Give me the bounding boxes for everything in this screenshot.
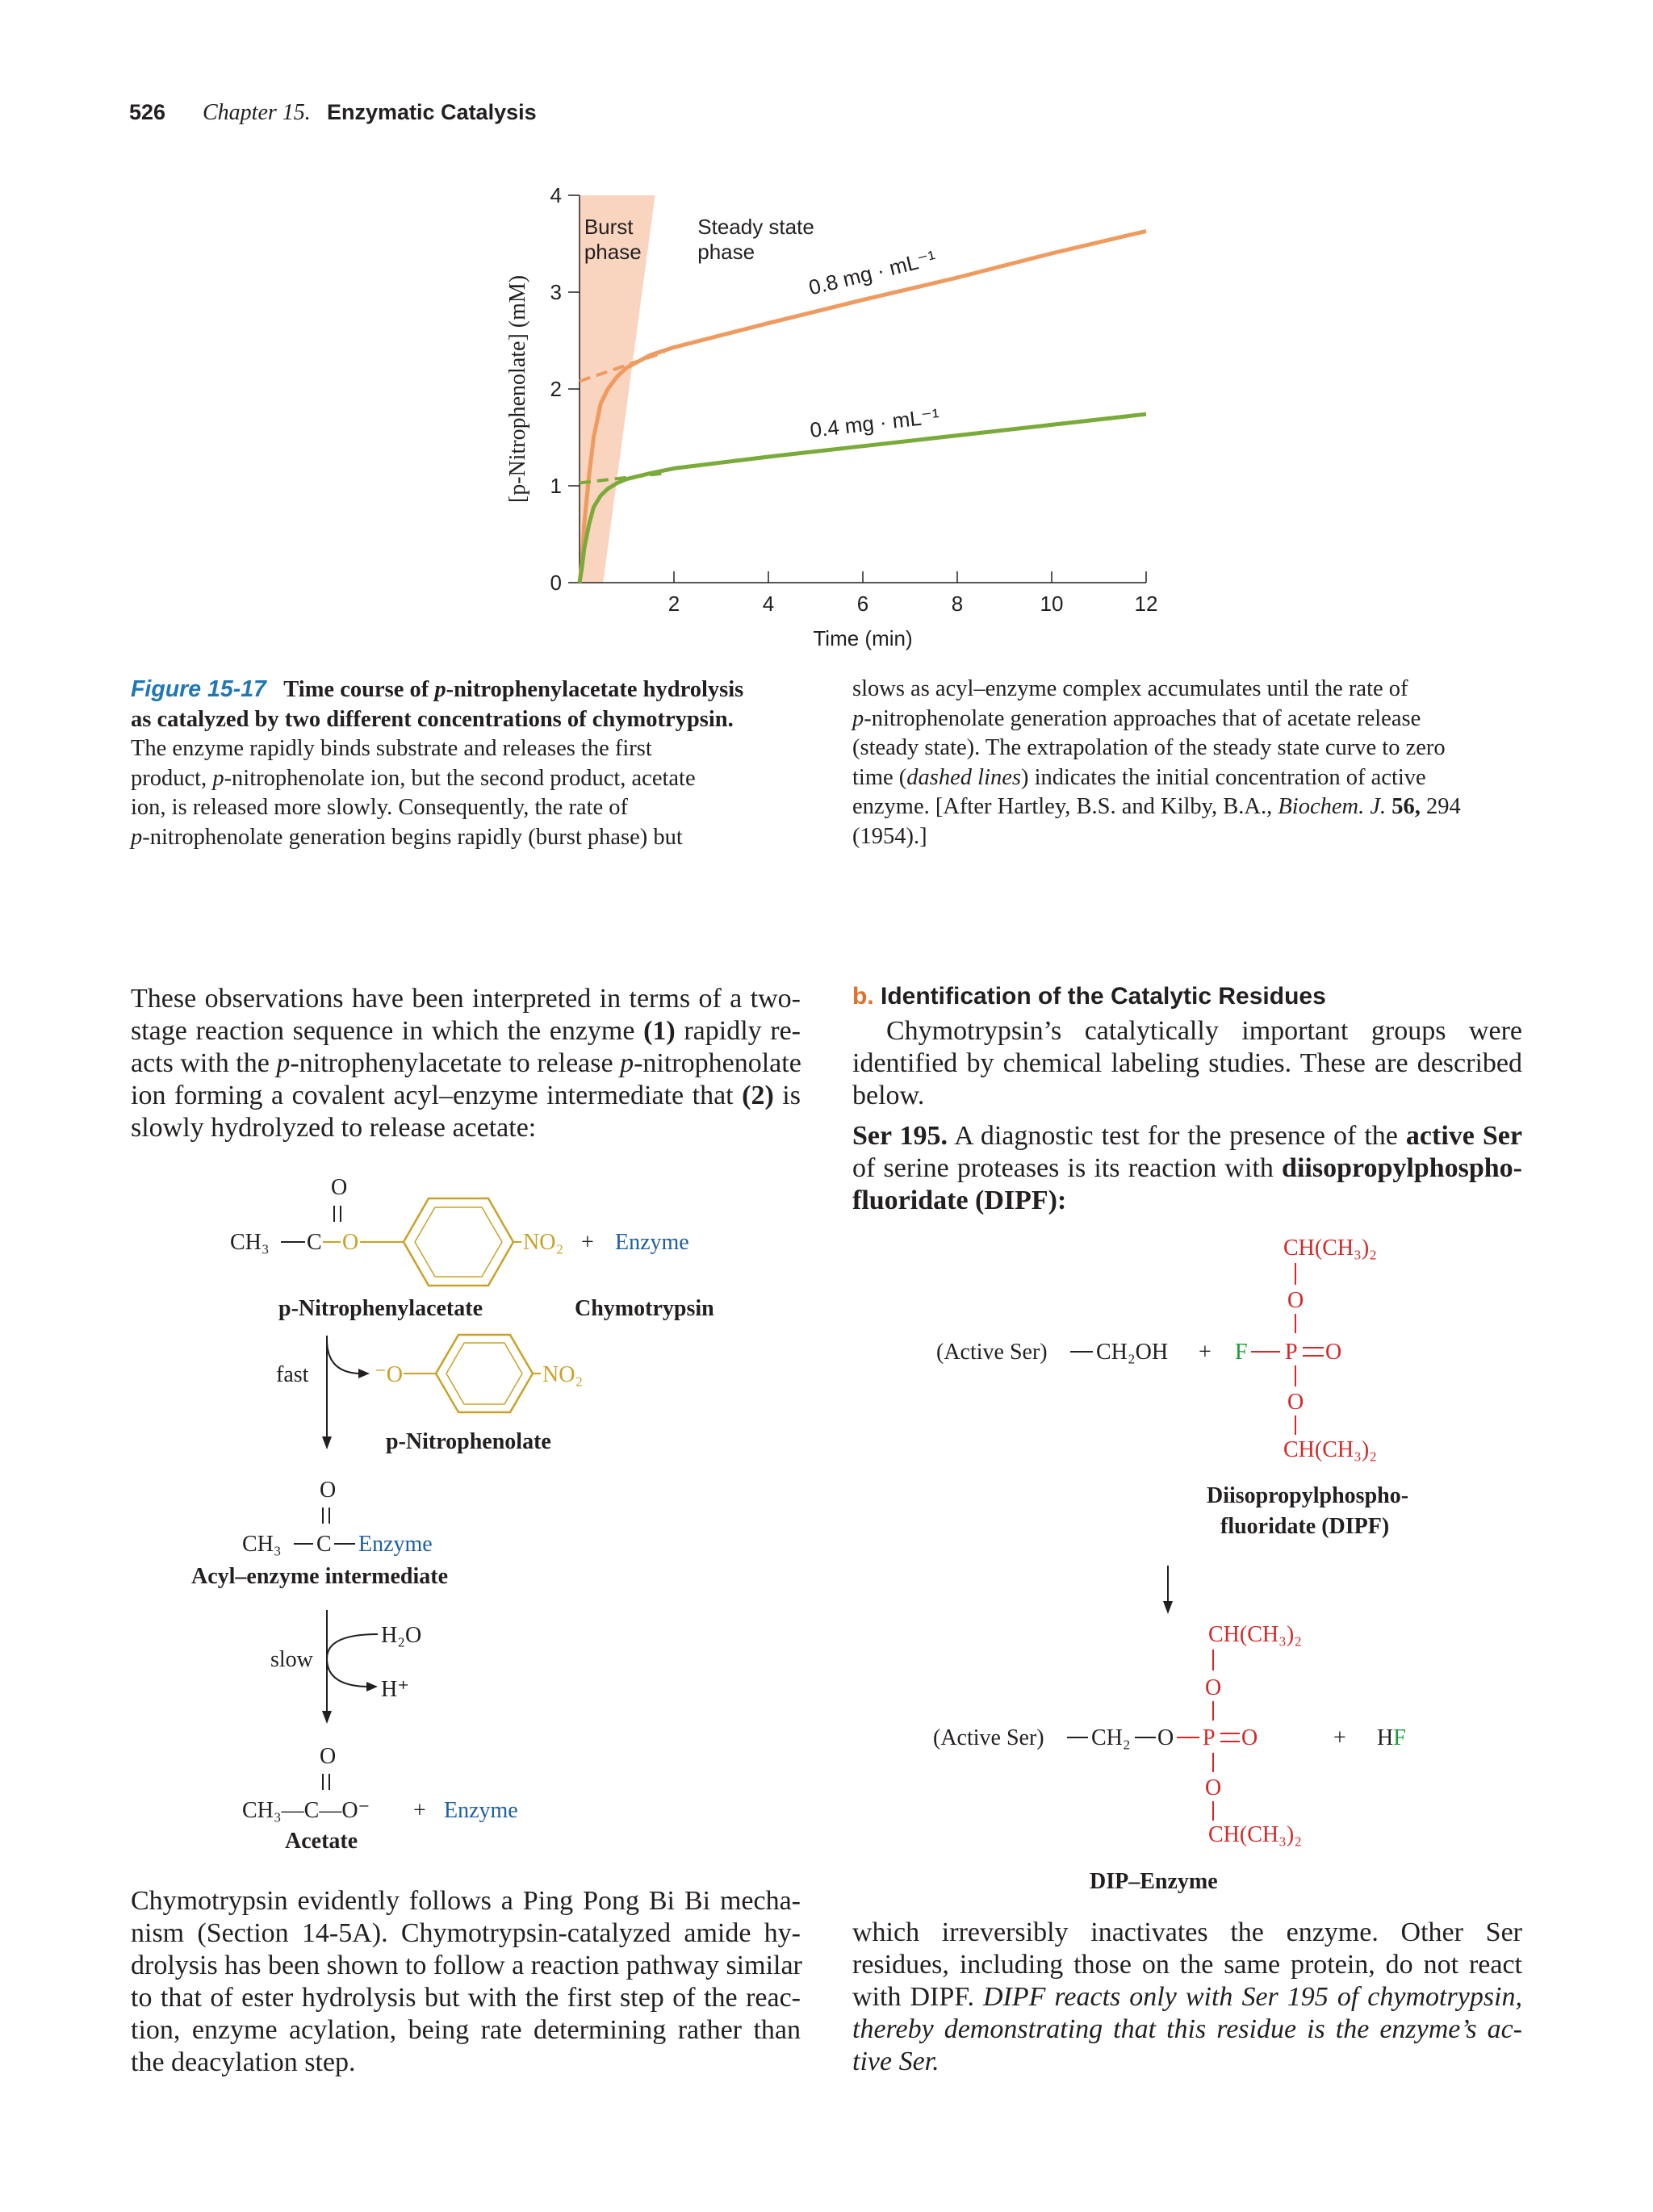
oxygen-atom: O — [1205, 1775, 1222, 1800]
active-ser-label: (Active Ser) — [933, 1725, 1044, 1750]
enzyme-label: Enzyme — [615, 1230, 689, 1255]
text-line: tion, enzyme acylation, being rate determining rather than — [131, 2015, 801, 2045]
acetate-name: Acetate — [285, 1829, 358, 1854]
x-tick-label: 6 — [856, 592, 869, 616]
burst-phase-chart — [492, 182, 1186, 658]
isopropyl-group: CH(CH₃)₂ — [1208, 1622, 1302, 1647]
right-paragraph-1 — [852, 1015, 1522, 1112]
text-line: Chymotrypsin’s catalytically important groups were — [886, 1016, 1522, 1046]
text-line: fluoridate (DIPF): — [852, 1185, 1067, 1215]
text-line: acts with the p-nitrophenylacetate to release p-nitrophenolate — [131, 1048, 801, 1078]
ch2-group: CH₂ — [1091, 1725, 1131, 1750]
enzyme-label: Enzyme — [444, 1798, 518, 1823]
text-line: which irreversibly inactivates the enzyme. Other Ser — [852, 1917, 1522, 1947]
text-line: stage reaction sequence in which the enzyme (1) rapidly re- — [131, 1016, 801, 1046]
phosphorus-atom: P — [1285, 1340, 1298, 1365]
dipf-name: Diisopropylphospho- — [1207, 1483, 1409, 1508]
text-line: below. — [852, 1081, 925, 1110]
ester-oxygen: O — [342, 1230, 359, 1255]
oxygen-atom: O — [1287, 1288, 1304, 1313]
active-ser-label: (Active Ser) — [936, 1340, 1048, 1365]
ch2oh-group: CH₂OH — [1096, 1340, 1169, 1365]
x-axis-label: Time (min) — [813, 626, 913, 650]
y-tick-label: 3 — [550, 280, 562, 304]
carbonyl-oxygen: O — [320, 1478, 337, 1503]
methyl-group: CH₃ — [242, 1532, 282, 1557]
caption-line: (1954).] — [852, 823, 927, 849]
caption-line: p-nitrophenolate generation approaches that of acetate release — [852, 705, 1421, 731]
text-line: identified by chemical labeling studies. These are described — [852, 1048, 1522, 1078]
y-tick-label: 4 — [550, 183, 562, 207]
plus-sign: + — [1199, 1340, 1212, 1365]
x-tick-label: 2 — [667, 592, 680, 616]
oxygen-atom: O — [1157, 1725, 1174, 1750]
slow-label: slow — [270, 1647, 313, 1672]
enzyme-name: Chymotrypsin — [575, 1296, 714, 1321]
text-line: Ser 195. A diagnostic test for the presence of the active Ser — [852, 1121, 1522, 1151]
text-line: These observations have been interpreted in terms of a two- — [131, 984, 801, 1014]
carbonyl-carbon: C — [307, 1230, 322, 1255]
caption-bold-2: as catalyzed by two different concentrations of chymotrypsin. — [131, 706, 734, 732]
caption-line: p-nitrophenolate generation begins rapidly (burst phase) but — [131, 824, 683, 850]
plus-sign: + — [1333, 1725, 1346, 1750]
caption-line: enzyme. [After Hartley, B.S. and Kilby, B.A., Biochem. J. 56, 294 — [852, 794, 1461, 819]
phosphorus-atom: P — [1203, 1725, 1216, 1750]
text-line: slowly hydrolyzed to release acetate: — [131, 1113, 537, 1143]
carbonyl-oxygen: O — [331, 1175, 348, 1200]
left-paragraph-2 — [131, 1885, 801, 2079]
substrate-name: p-Nitrophenylacetate — [278, 1296, 483, 1321]
oxygen-atom: O — [1241, 1725, 1258, 1750]
chapter-label: Chapter 15. — [203, 100, 311, 125]
acyl-enzyme-name: Acyl–enzyme intermediate — [191, 1564, 448, 1589]
text-line: ion forming a covalent acyl–enzyme intermediate that (2) is — [131, 1081, 801, 1110]
figure-caption-left — [131, 675, 793, 852]
benzene-ring — [436, 1335, 533, 1412]
carbonyl-oxygen: O — [320, 1744, 337, 1769]
right-paragraph-2 — [852, 1120, 1522, 1217]
text-line: with DIPF. DIPF reacts only with Ser 195 of chymotrypsin, — [852, 1982, 1522, 2012]
y-tick-label: 0 — [550, 571, 562, 595]
caption-line: (steady state). The extrapolation of the steady state curve to zero — [852, 735, 1446, 760]
carbonyl-carbon: C — [316, 1532, 332, 1557]
series-label: 0.4 mg · mL⁻¹ — [808, 404, 941, 442]
caption-line: product, p-nitrophenolate ion, but the second product, acetate — [131, 765, 696, 791]
phenolate-oxygen: ⁻O — [375, 1362, 403, 1387]
text-line: residues, including those on the same protein, do not react — [852, 1950, 1522, 1980]
text-line: of serine proteases is its reaction with diisopropylphospho- — [852, 1153, 1522, 1183]
figure-label: Figure 15-17 — [131, 676, 266, 702]
figure-caption-right — [852, 675, 1522, 851]
section-heading: b. Identification of the Catalytic Residues — [852, 983, 1326, 1010]
proton-label: H⁺ — [381, 1677, 409, 1702]
text-line: tive Ser. — [852, 2047, 939, 2076]
x-tick-label: 12 — [1134, 592, 1158, 616]
nitro-group: NO₂ — [523, 1230, 564, 1255]
oxygen-atom: O — [1325, 1340, 1342, 1365]
burst-label: phase — [584, 240, 642, 265]
hf-label: HF — [1377, 1725, 1406, 1750]
chapter-title: Enzymatic Catalysis — [327, 100, 537, 124]
page-number: 526 — [129, 100, 166, 124]
acetate-formula: CH₃—C—O⁻ — [242, 1798, 370, 1823]
caption-line: The enzyme rapidly binds substrate and releases the first — [131, 736, 652, 761]
steady-state-label: phase — [697, 240, 755, 265]
text-line: drolysis has been shown to follow a reaction pathway similar — [131, 1951, 802, 1980]
text-line: Chymotrypsin evidently follows a Ping Pong Bi Bi mecha- — [131, 1886, 801, 1916]
x-tick-label: 4 — [762, 592, 775, 616]
dip-enzyme-name: DIP–Enzyme — [1090, 1869, 1218, 1894]
acylation-scheme — [161, 1162, 775, 1872]
methyl-group: CH₃ — [230, 1230, 270, 1255]
caption-line: ion, is released more slowly. Consequently, the rate of — [131, 795, 629, 820]
right-paragraph-3 — [852, 1917, 1522, 2078]
plus-sign: + — [581, 1230, 594, 1255]
left-paragraph-1 — [131, 983, 801, 1144]
isopropyl-group: CH(CH₃)₂ — [1283, 1437, 1377, 1462]
y-axis-label: [p-Nitrophenolate] (mM) — [505, 274, 530, 504]
caption-line: time (dashed lines) indicates the initial concentration of active — [852, 764, 1426, 790]
text-line: the deacylation step. — [131, 2047, 356, 2077]
burst-label: Burst — [584, 215, 634, 239]
fluorine-atom: F — [1235, 1340, 1248, 1365]
y-tick-label: 2 — [550, 377, 562, 401]
nitro-group: NO₂ — [542, 1362, 584, 1387]
text-line: to that of ester hydrolysis but with the first step of the reac- — [131, 1983, 801, 2013]
x-tick-label: 8 — [951, 592, 964, 616]
fast-label: fast — [276, 1362, 309, 1387]
y-tick-label: 1 — [550, 474, 562, 498]
oxygen-atom: O — [1205, 1675, 1222, 1700]
text-line: nism (Section 14-5A). Chymotrypsin-catalyzed amide hy- — [131, 1918, 801, 1948]
isopropyl-group: CH(CH₃)₂ — [1208, 1822, 1302, 1847]
series-label: 0.8 mg · mL⁻¹ — [806, 245, 939, 300]
enzyme-label: Enzyme — [358, 1532, 433, 1557]
oxygen-atom: O — [1287, 1390, 1304, 1415]
plus-sign: + — [413, 1798, 426, 1823]
dipf-name: fluoridate (DIPF) — [1220, 1514, 1390, 1539]
text-line: thereby demonstrating that this residue is the enzyme’s ac- — [852, 2014, 1522, 2044]
series-line — [580, 414, 1146, 583]
dipf-scheme — [920, 1219, 1534, 1896]
phenolate-name: p-Nitrophenolate — [386, 1429, 551, 1454]
water-label: H₂O — [381, 1623, 422, 1648]
caption-bold-1: Time course of p-nitrophenylacetate hydrolysis — [283, 677, 744, 702]
caption-line: slows as acyl–enzyme complex accumulates until the rate of — [852, 676, 1408, 701]
benzene-ring — [404, 1198, 513, 1286]
isopropyl-group: CH(CH₃)₂ — [1283, 1236, 1377, 1261]
steady-state-label: Steady state — [697, 215, 814, 239]
x-tick-label: 10 — [1040, 592, 1064, 616]
